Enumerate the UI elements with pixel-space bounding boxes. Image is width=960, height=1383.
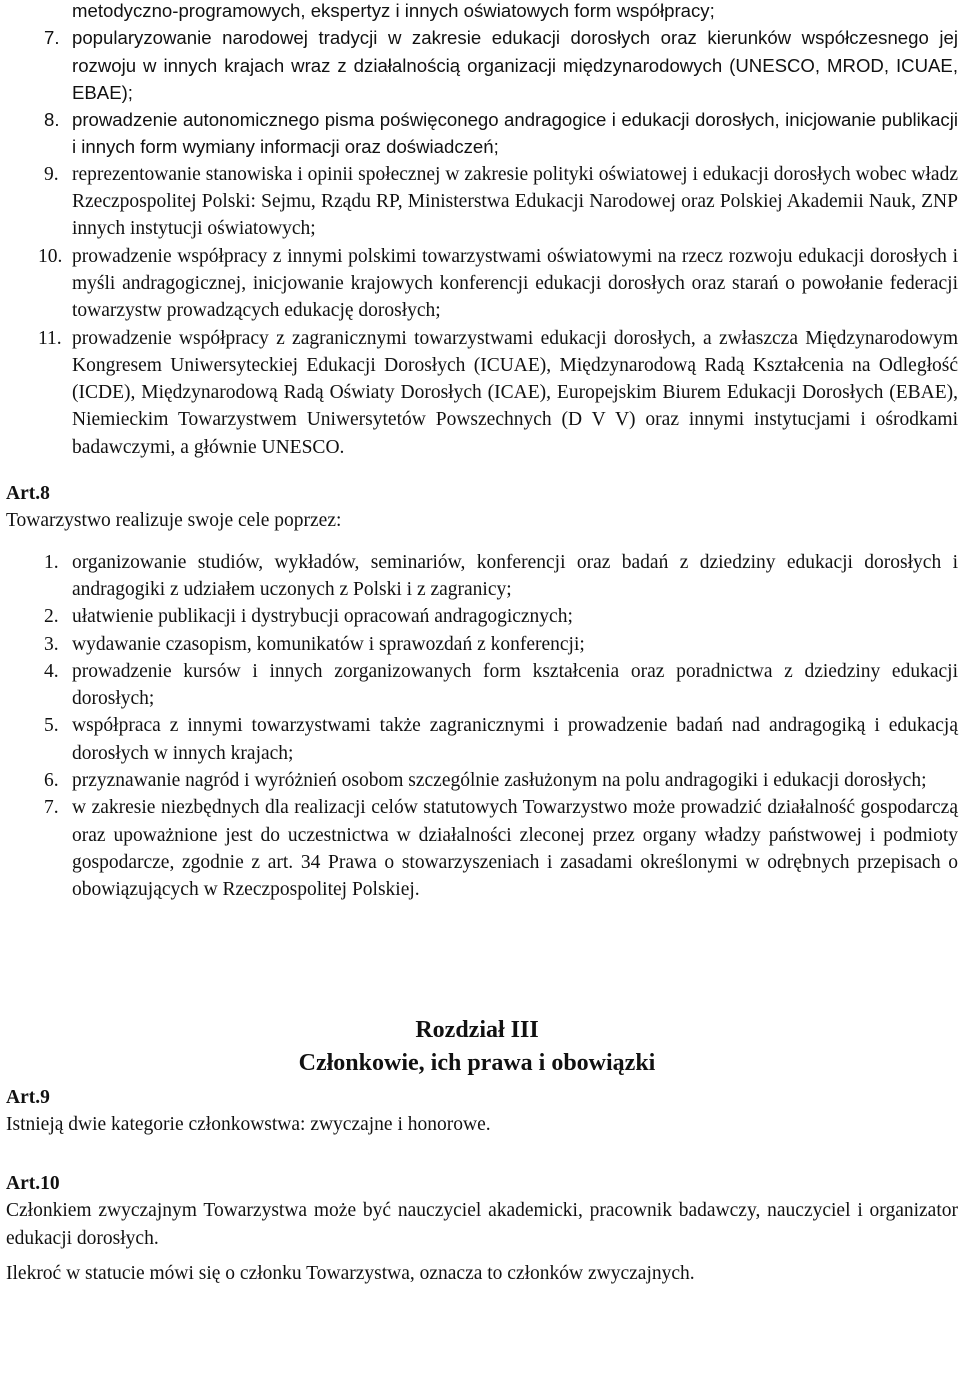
item-text: współpraca z innymi towarzystwami także zagranicznymi i prowadzenie badań nad andragogiką i edukacją dorosłych w innych krajach;: [72, 715, 958, 764]
item-number: 7.: [44, 797, 59, 819]
article-text: Członkiem zwyczajnym Towarzystwa może być nauczyciel akademicki, pracownik badawczy, nauczyciel i organizator edukacji dorosłych.: [6, 1200, 958, 1249]
item-text: prowadzenie współpracy z zagranicznymi towarzystwami edukacji dorosłych, a zwłaszcza Międzynarodowym Kongresem Uniwersyteckiej Edukacji Dorosłych (ICUAE), Międzynarodową Radą Kształcenia na Odległość (ICDE), Międzynarodową Radą Oświaty Dorosłych (ICAE), Europejskim Biurem Edukacji Dorosłych (EBAE), Niemieckim Towarzystwem Uniwersytetów Powszechnych (D V V) oraz innymi instytucjami i ośrodkami badawczymi, a głównie UNESCO.: [72, 327, 958, 458]
list-item: [6, 603, 958, 630]
item-text: popularyzowanie narodowej tradycji w zakresie edukacji dorosłych oraz kierunków współczesnego jej rozwoju w innych krajach wraz z działalnością organizacji międzynarodowych (UNESCO, MROD, ICUAE, EBAE);: [72, 27, 958, 103]
document-page: [6, 0, 958, 1287]
item-number: 2.: [44, 606, 59, 628]
spacer: [6, 904, 958, 1014]
art7-list: [6, 24, 958, 461]
list-item: [6, 712, 958, 767]
item-text: prowadzenie autonomicznego pisma poświęconego andragogice i edukacji dorosłych, inicjowanie publikacji i innych form wymiany informacji oraz doświadczeń;: [72, 109, 958, 158]
item-number: 10.: [38, 245, 63, 267]
item-number: 3.: [44, 633, 59, 655]
article-intro: Towarzystwo realizuje swoje cele poprzez:: [6, 510, 342, 532]
article-heading: Art.10: [6, 1173, 60, 1195]
item-number: 9.: [44, 163, 59, 185]
list-item: [6, 24, 958, 106]
item-text: wydawanie czasopism, komunikatów i sprawozdań z konferencji;: [72, 633, 585, 655]
list-item: [6, 161, 958, 243]
item-text: ułatwienie publikacji i dystrybucji opracowań andragogicznych;: [72, 606, 573, 628]
item-number: 5.: [44, 715, 59, 737]
spacer: [6, 1252, 958, 1260]
spacer: [6, 535, 958, 549]
list-item: [6, 631, 958, 658]
item-text: prowadzenie współpracy z innymi polskimi towarzystwami oświatowymi na rzecz rozwoju edukacji dorosłych i myśli andragogicznej, inicjowanie krajowych konferencji edukacji dorosłych oraz starań o powołanie federacji towarzystw prowadzących edukację dorosłych;: [72, 245, 958, 322]
item-number: 1.: [44, 551, 59, 573]
continuation-line: metodyczno-programowych, ekspertyz i innych oświatowych form współpracy;: [72, 0, 715, 21]
list-item: [6, 325, 958, 461]
article-heading: Art.9: [6, 1086, 50, 1108]
list-item: [6, 106, 958, 161]
art8-list: [6, 549, 958, 904]
spacer: [6, 1138, 958, 1170]
chapter-subtitle: Członkowie, ich prawa i obowiązki: [298, 1049, 656, 1076]
list-item: [6, 767, 958, 794]
list-item: [6, 243, 958, 325]
chapter-title: Rozdział III: [415, 1016, 539, 1043]
item-text: organizowanie studiów, wykładów, seminariów, konferencji oraz badań z dziedziny edukacji dorosłych i andragogiki z udziałem uczonych z Polski i z zagranicy;: [72, 551, 958, 600]
item-text: przyznawanie nagród i wyróżnień osobom szczególnie zasłużonym na polu andragogiki i edukacji dorosłych;: [72, 770, 927, 792]
list-item: [6, 549, 958, 604]
item-text: w zakresie niezbędnych dla realizacji celów statutowych Towarzystwo może prowadzić działalność gospodarczą oraz upoważnione jest do uczestnictwa w działalności zleconej przez organy władzy państwowej i podmioty gospodarcze, zgodnie z art. 34 Prawa o stowarzyszeniach i zasadami określonymi w odrębnych przepisach o obowiązujących w Rzeczpospolitej Polskiej.: [72, 797, 958, 901]
list-item: [6, 794, 958, 903]
item-number: 11.: [38, 327, 62, 349]
list-item: [6, 658, 958, 713]
article-text: Ilekroć w statucie mówi się o członku Towarzystwa, oznacza to członków zwyczajnych.: [6, 1262, 695, 1284]
item-number: 4.: [44, 660, 59, 682]
item-number: 8.: [44, 109, 60, 131]
article-heading: Art.8: [6, 483, 50, 505]
item-number: 7.: [44, 27, 60, 49]
item-text: prowadzenie kursów i innych zorganizowanych form kształcenia oraz poradnictwa z dziedziny edukacji dorosłych;: [72, 660, 958, 710]
spacer: [6, 461, 958, 480]
article-text: Istnieją dwie kategorie członkowstwa: zwyczajne i honorowe.: [6, 1113, 491, 1135]
item-number: 6.: [44, 770, 59, 792]
item-text: reprezentowanie stanowiska i opinii społecznej w zakresie polityki oświatowej i edukacji dorosłych wobec władz Rzeczpospolitej Polski: Sejmu, Rządu RP, Ministerstwa Edukacji Narodowej oraz Polskiej Akademii Nauk, ZNP innych instytucji oświatowych;: [72, 163, 958, 240]
